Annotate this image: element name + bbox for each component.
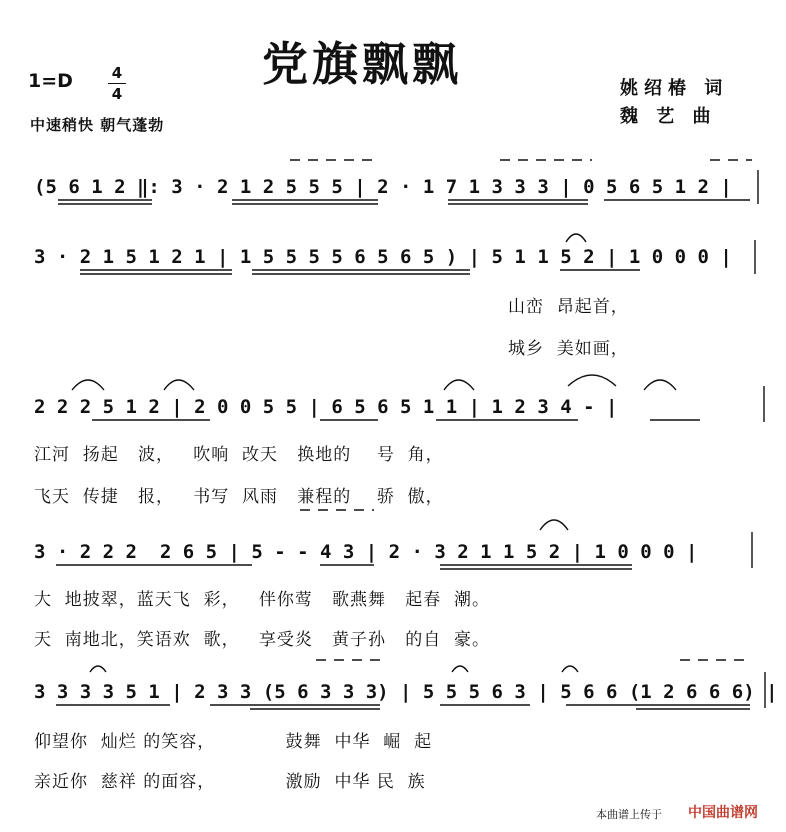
- staff-5-notes: 3 3 3 3 5 1 | 2 3 3 (5 6 3 3 3) | 5 5 5 6 3 | 5 6 6 (1 2 6 6 6) |: [34, 681, 778, 703]
- staff-2-notes: 3 · 2 1 5 1 2 1 | 1 5 5 5 5 6 5 6 5 ) | 5 1 1 5 2 | 1 0 0 0 |: [34, 246, 732, 268]
- staff-4-lyric-verse-2: 天 南地北，笑语欢 歌， 享受炎 黄子孙 的自 豪。: [34, 630, 491, 650]
- staff-1-notes: (5 6 1 2 ‖: 3 · 2 1 2 5 5 5 | 2 · 1 7 1 3 3 3 | 0 5 6 5 1 2 |: [34, 176, 732, 198]
- staff-2-lyric-verse-1: 山峦 昂起首，: [508, 297, 629, 317]
- staff-5-lyric-verse-2: 亲近你 慈祥 的面容， 激励 中华 民 族: [34, 772, 426, 792]
- site-logo: 中国曲谱网: [688, 805, 758, 821]
- staff-3-notes: 2 2 2 5 1 2 | 2 0 0 5 5 | 6 5 6 5 1 1 | 1 2 3 4 - |: [34, 396, 618, 418]
- composer-credit: 魏 艺 曲: [620, 106, 717, 127]
- staff-3-lyric-verse-1: 江河 扬起 波， 吹响 改天 换地的 号 角，: [34, 445, 444, 465]
- upload-label: 本曲谱上传于: [596, 808, 662, 821]
- staff-2-lyric-verse-2: 城乡 美如画，: [508, 339, 629, 359]
- tempo-marking: 中速稍快 朝气蓬勃: [30, 116, 165, 134]
- lyricist-credit: 姚绍椿 词: [620, 78, 729, 99]
- staff-4-lyric-verse-1: 大 地披翠，蓝天飞 彩， 伴你莺 歌燕舞 起春 潮。: [34, 590, 491, 610]
- staff-3-lyric-verse-2: 飞天 传捷 报， 书写 风雨 兼程的 骄 傲，: [34, 487, 444, 507]
- song-title: 党旗飘飘: [262, 37, 462, 91]
- staff-4-notes: 3 · 2 2 2 2 6 5 | 5 - - 4 3 | 2 · 3 2 1 1 5 2 | 1 0 0 0 |: [34, 541, 698, 563]
- key-signature: 1=D: [28, 70, 73, 92]
- time-bottom: 4: [111, 85, 123, 103]
- staff-5-lyric-verse-1: 仰望你 灿烂 的笑容， 鼓舞 中华 崛 起: [34, 732, 433, 752]
- time-top: 4: [111, 64, 123, 82]
